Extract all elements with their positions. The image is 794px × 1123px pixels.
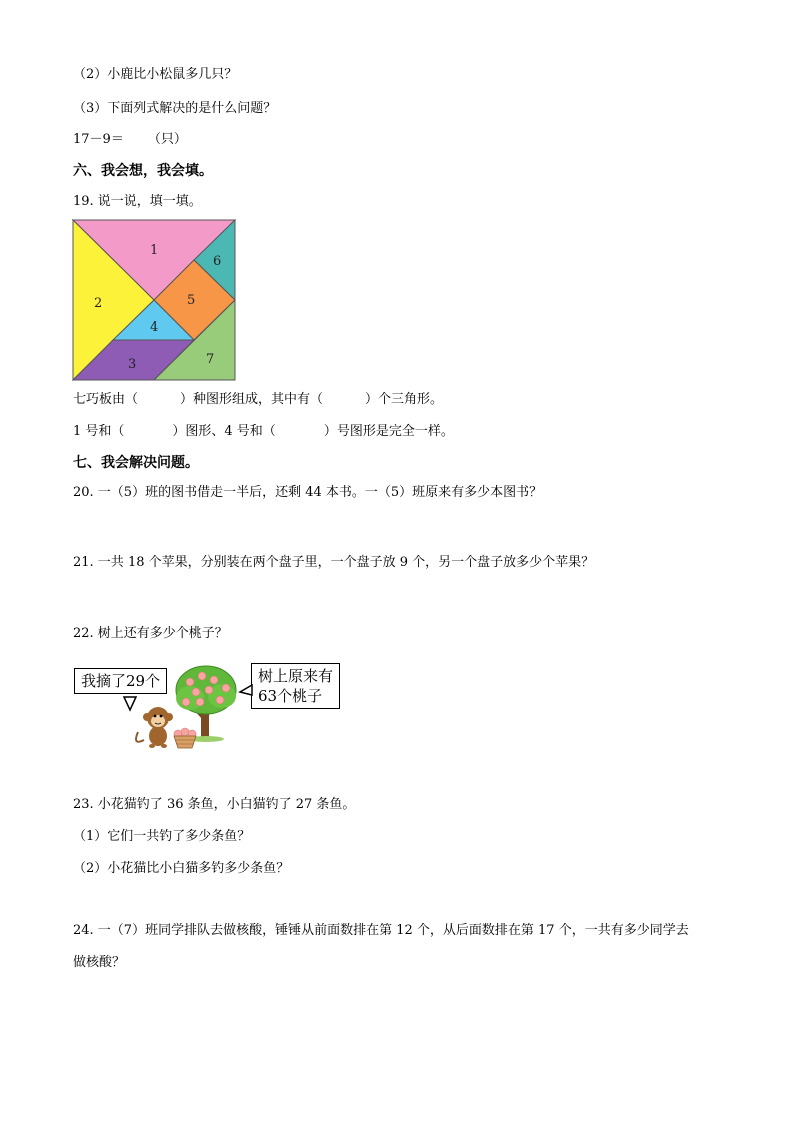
- tree-bubble-line-1: 树上原来有: [258, 667, 334, 685]
- tangram-label-2: 2: [94, 296, 103, 311]
- text-segment: ）图形、4 号和（: [172, 424, 276, 439]
- tree-bubble-tail: [240, 685, 252, 695]
- q23-prompt: 23. 小花猫钓了 36 条鱼，小白猫钓了 27 条鱼。: [73, 797, 356, 812]
- tangram-label-6: 6: [213, 254, 222, 269]
- text-segment: 七巧板由（: [73, 392, 139, 407]
- q18-expression: [73, 131, 187, 149]
- tangram-label-4: 4: [150, 320, 159, 335]
- section-6-heading: 六、我会想，我会填。: [73, 163, 213, 179]
- q18-part2: （2）小鹿比小松鼠多几只？: [73, 67, 238, 82]
- tangram-figure: [72, 219, 236, 381]
- q24-prompt-line-1: 24. 一（7）班同学排队去做核酸，锤锤从前面数排在第 12 个，从后面数排在第 17 个，一共有多少同学去: [73, 923, 689, 938]
- q22-prompt: 22. 树上还有多少个桃子？: [73, 626, 228, 641]
- tangram-label-5: 5: [187, 293, 196, 308]
- tangram-label-3: 3: [128, 357, 137, 372]
- q23-part2: （2）小花猫比小白猫多钓多少条鱼？: [73, 861, 290, 876]
- illustration-art: [72, 660, 372, 760]
- text-segment: ）号图形是完全一样。: [323, 424, 454, 439]
- tangram-label-7: 7: [206, 352, 215, 367]
- peach-tree-illustration: [72, 660, 372, 760]
- unit: （只）: [147, 132, 187, 147]
- q19-prompt: 19. 说一说，填一填。: [73, 194, 202, 209]
- expression: 17－9＝: [73, 132, 124, 147]
- q19-blank-line-1: [73, 391, 443, 409]
- monkey-icon: [136, 707, 173, 748]
- monkey-bubble-text: 我摘了29个: [81, 672, 161, 690]
- peach-basket-icon: [174, 728, 196, 748]
- section-7-heading: 七、我会解决问题。: [73, 455, 199, 471]
- q23-part1: （1）它们一共钓了多少条鱼？: [73, 829, 251, 844]
- text-segment: ）种图形组成，其中有（: [180, 392, 324, 407]
- monkey-bubble-tail: [124, 697, 136, 710]
- q19-blank-line-2: [73, 423, 454, 441]
- q18-part3: （3）下面列式解决的是什么问题？: [73, 101, 277, 116]
- q21-prompt: 21. 一共 18 个苹果，分别装在两个盘子里，一个盘子放 9 个，另一个盘子放多少个苹果？: [73, 555, 595, 570]
- q20-prompt: 20. 一（5）班的图书借走一半后，还剩 44 本书。一（5）班原来有多少本图书？: [73, 485, 543, 500]
- tree-bubble-line-2: 63个桃子: [258, 687, 323, 705]
- tangram-label-1: 1: [150, 243, 159, 258]
- q24-prompt-line-2: 做核酸？: [73, 955, 126, 970]
- text-segment: 1 号和（: [73, 424, 125, 439]
- text-segment: ）个三角形。: [365, 392, 444, 407]
